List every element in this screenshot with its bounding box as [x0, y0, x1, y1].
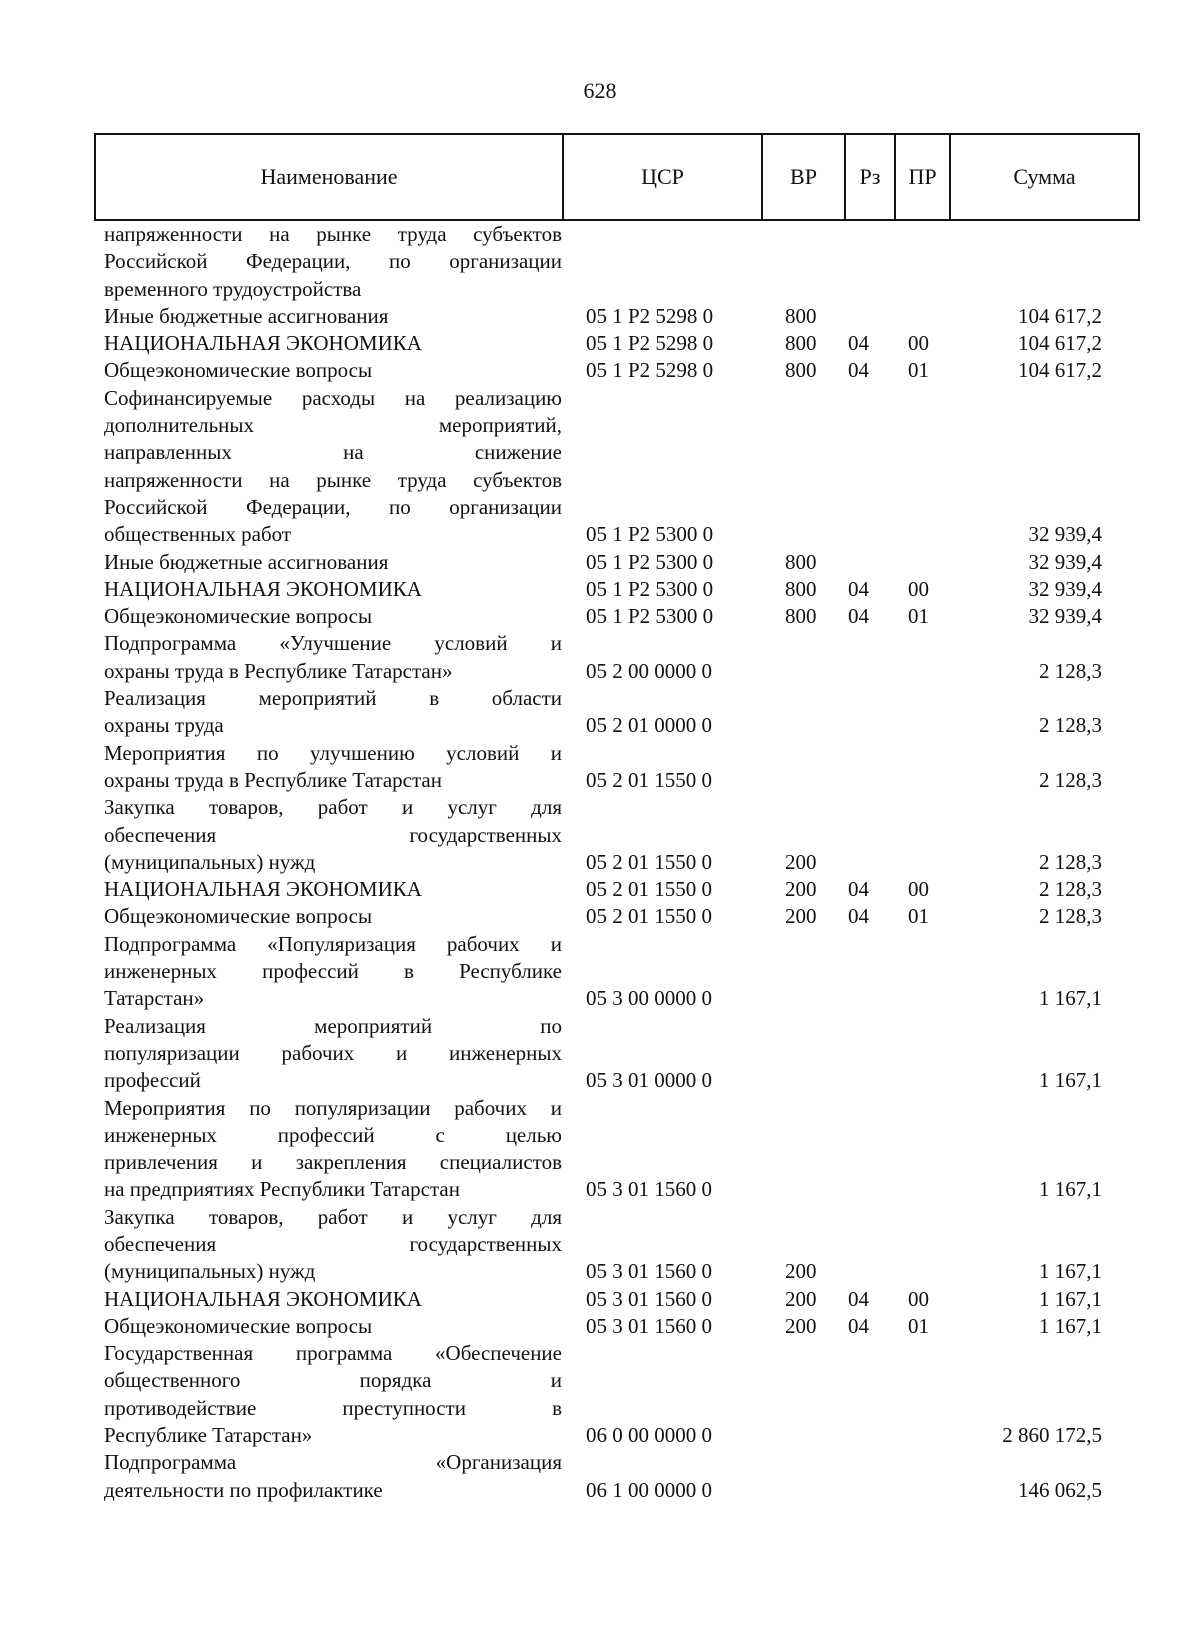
- row-name: [94, 903, 562, 930]
- header-csr: ЦСР: [564, 135, 763, 219]
- row-vr: 800: [785, 358, 817, 383]
- row-vr: 800: [785, 604, 817, 629]
- row-name-line: Мероприятия по популяризации рабочих и: [104, 1095, 562, 1120]
- row-rz: 04: [848, 1286, 869, 1311]
- row-name-line: Республике Татарстан»: [104, 1423, 313, 1448]
- table-row: [94, 1204, 1140, 1286]
- row-csr: 05 3 01 1560 0: [586, 1313, 712, 1338]
- table-row: [94, 1095, 1140, 1204]
- row-csr: 05 1 P2 5300 0: [586, 576, 714, 601]
- row-sum: 104 617,2: [1018, 358, 1102, 383]
- row-name: [94, 603, 562, 630]
- row-name-line: НАЦИОНАЛЬНАЯ ЭКОНОМИКА: [104, 576, 422, 601]
- header-pr: ПР: [896, 135, 951, 219]
- row-csr: 05 1 P2 5298 0: [586, 303, 714, 328]
- table-row: [94, 1313, 1140, 1340]
- header-sum: Сумма: [1013, 164, 1076, 189]
- row-csr: 05 2 01 1550 0: [586, 767, 712, 792]
- table-row: [94, 221, 1140, 303]
- row-name-line: направленных на снижение: [104, 440, 562, 465]
- row-name-line: Иные бюджетные ассигнования: [104, 549, 389, 574]
- row-name: [94, 385, 562, 549]
- row-sum: 2 128,3: [1039, 767, 1102, 792]
- header-vr: ВР: [763, 135, 846, 219]
- row-sum: 1 167,1: [1039, 986, 1102, 1011]
- row-name-line: Общеэкономические вопросы: [104, 604, 373, 629]
- row-sum: 1 167,1: [1039, 1177, 1102, 1202]
- row-name-line: противодействие преступности в: [104, 1395, 562, 1420]
- row-pr: 00: [908, 1286, 929, 1311]
- row-vr: 800: [785, 549, 817, 574]
- row-sum: 1 167,1: [1039, 1286, 1102, 1311]
- row-name: [94, 330, 562, 357]
- row-name-line: Российской Федерации, по организации: [104, 249, 562, 274]
- table-row: [94, 1286, 1140, 1313]
- row-name-line: общественных работ: [104, 522, 292, 547]
- row-sum: 2 128,3: [1039, 877, 1102, 902]
- row-name-line: Мероприятия по улучшению условий и: [104, 740, 562, 765]
- row-rz: 04: [848, 331, 869, 356]
- row-vr: 200: [785, 904, 817, 929]
- row-csr: 05 1 P2 5300 0: [586, 522, 714, 547]
- row-name: [94, 221, 562, 303]
- row-sum: 1 167,1: [1039, 1313, 1102, 1338]
- page-number: 628: [583, 78, 617, 103]
- row-name: [94, 1340, 562, 1449]
- table-row: [94, 603, 1140, 630]
- row-csr: 05 3 01 0000 0: [586, 1068, 712, 1093]
- row-name-line: на предприятиях Республики Татарстан: [104, 1177, 460, 1202]
- row-sum: 32 939,4: [1028, 604, 1102, 629]
- row-sum: 2 860 172,5: [1002, 1423, 1102, 1448]
- row-name-line: напряженности на рынке труда субъектов: [104, 222, 562, 246]
- row-name-line: Российской Федерации, по организации: [104, 494, 562, 519]
- table-header: [94, 133, 1140, 221]
- row-sum: 2 128,3: [1039, 713, 1102, 738]
- row-sum: 32 939,4: [1028, 522, 1102, 547]
- row-sum: 2 128,3: [1039, 904, 1102, 929]
- table-row: [94, 876, 1140, 903]
- row-name: [94, 303, 562, 330]
- row-rz: 04: [848, 877, 869, 902]
- row-sum: 32 939,4: [1028, 549, 1102, 574]
- row-name: [94, 1204, 562, 1286]
- row-name-line: Общеэкономические вопросы: [104, 904, 373, 929]
- row-name-line: инженерных профессий в Республике: [104, 959, 562, 984]
- row-name-line: популяризации рабочих и инженерных: [104, 1040, 562, 1065]
- row-name: [94, 357, 562, 384]
- row-csr: 05 1 P2 5298 0: [586, 358, 714, 383]
- table-row: [94, 576, 1140, 603]
- row-csr: 05 2 00 0000 0: [586, 658, 712, 683]
- row-pr: 01: [908, 1313, 929, 1338]
- table-row: [94, 303, 1140, 330]
- row-rz: 04: [848, 576, 869, 601]
- table-row: [94, 903, 1140, 930]
- row-name-line: Общеэкономические вопросы: [104, 1313, 373, 1338]
- row-name: [94, 1449, 562, 1504]
- row-csr: 05 2 01 0000 0: [586, 713, 712, 738]
- row-name-line: профессий: [104, 1068, 201, 1093]
- row-csr: 05 2 01 1550 0: [586, 904, 712, 929]
- row-rz: 04: [848, 904, 869, 929]
- row-name: [94, 1286, 562, 1313]
- row-name-line: обеспечения государственных: [104, 1231, 562, 1256]
- row-sum: 2 128,3: [1039, 849, 1102, 874]
- row-name-line: Реализация мероприятий в области: [104, 686, 562, 711]
- row-name-line: Реализация мероприятий по: [104, 1013, 562, 1038]
- table-row: [94, 357, 1140, 384]
- row-name: [94, 794, 562, 876]
- table-row: [94, 1340, 1140, 1449]
- row-sum: 1 167,1: [1039, 1068, 1102, 1093]
- row-name-line: Иные бюджетные ассигнования: [104, 303, 389, 328]
- row-name-line: охраны труда: [104, 713, 224, 738]
- row-rz: 04: [848, 358, 869, 383]
- row-name: [94, 876, 562, 903]
- row-sum: 32 939,4: [1028, 576, 1102, 601]
- table-row: [94, 630, 1140, 685]
- row-vr: 200: [785, 877, 817, 902]
- row-vr: 200: [785, 849, 817, 874]
- row-name-line: Подпрограмма «Популяризация рабочих и: [104, 931, 562, 956]
- row-name-line: временного трудоустройства: [104, 276, 362, 301]
- row-csr: 05 3 01 1560 0: [586, 1177, 712, 1202]
- table-body: [94, 221, 1140, 1504]
- table-row: [94, 685, 1140, 740]
- header-rz: Рз: [846, 135, 896, 219]
- row-name-line: Государственная программа «Обеспечение: [104, 1341, 562, 1366]
- table-row: [94, 330, 1140, 357]
- row-name-line: привлечения и закрепления специалистов: [104, 1150, 562, 1175]
- row-sum: 104 617,2: [1018, 303, 1102, 328]
- table-row: [94, 1013, 1140, 1095]
- row-name-line: напряженности на рынке труда субъектов: [104, 467, 562, 492]
- row-csr: 05 1 P2 5298 0: [586, 331, 714, 356]
- row-pr: 01: [908, 604, 929, 629]
- row-name-line: Закупка товаров, работ и услуг для: [104, 1204, 562, 1229]
- row-name: [94, 931, 562, 1013]
- row-csr: 06 1 00 0000 0: [586, 1477, 712, 1502]
- row-name-line: НАЦИОНАЛЬНАЯ ЭКОНОМИКА: [104, 331, 422, 356]
- header-name: Наименование: [96, 135, 564, 219]
- row-pr: 01: [908, 358, 929, 383]
- row-name-line: инженерных профессий с целью: [104, 1122, 562, 1147]
- table-row: [94, 385, 1140, 549]
- row-vr: 200: [785, 1313, 817, 1338]
- row-name: [94, 740, 562, 795]
- row-name-line: обеспечения государственных: [104, 822, 562, 847]
- row-csr: 05 3 01 1560 0: [586, 1286, 712, 1311]
- row-rz: 04: [848, 1313, 869, 1338]
- row-name-line: Подпрограмма «Организация: [104, 1450, 562, 1475]
- table-row: [94, 549, 1140, 576]
- row-vr: 200: [785, 1286, 817, 1311]
- table-row: [94, 931, 1140, 1013]
- table-row: [94, 740, 1140, 795]
- row-pr: 00: [908, 877, 929, 902]
- row-name-line: Подпрограмма «Улучшение условий и: [104, 631, 562, 656]
- row-name-line: (муниципальных) нужд: [104, 1259, 316, 1284]
- row-pr: 00: [908, 576, 929, 601]
- row-name-line: Татарстан»: [104, 986, 205, 1011]
- row-name-line: Закупка товаров, работ и услуг для: [104, 795, 562, 820]
- row-sum: 104 617,2: [1018, 331, 1102, 356]
- row-sum: 2 128,3: [1039, 658, 1102, 683]
- row-csr: 05 1 P2 5300 0: [586, 549, 714, 574]
- row-vr: 200: [785, 1259, 817, 1284]
- row-csr: 05 2 01 1550 0: [586, 849, 712, 874]
- row-name-line: охраны труда в Республике Татарстан: [104, 767, 442, 792]
- row-name: [94, 1013, 562, 1095]
- row-vr: 800: [785, 303, 817, 328]
- row-sum: 146 062,5: [1018, 1477, 1102, 1502]
- row-name-line: деятельности по профилактике: [104, 1477, 383, 1502]
- table-row: [94, 794, 1140, 876]
- row-vr: 800: [785, 576, 817, 601]
- row-name: [94, 630, 562, 685]
- row-name: [94, 1313, 562, 1340]
- row-csr: 05 3 01 1560 0: [586, 1259, 712, 1284]
- row-sum: 1 167,1: [1039, 1259, 1102, 1284]
- row-csr: 05 2 01 1550 0: [586, 877, 712, 902]
- row-name: [94, 549, 562, 576]
- row-csr: 05 3 00 0000 0: [586, 986, 712, 1011]
- row-name-line: Общеэкономические вопросы: [104, 358, 373, 383]
- row-name: [94, 1095, 562, 1204]
- row-name: [94, 576, 562, 603]
- row-vr: 800: [785, 331, 817, 356]
- row-pr: 01: [908, 904, 929, 929]
- row-name-line: охраны труда в Республике Татарстан»: [104, 658, 453, 683]
- row-name-line: НАЦИОНАЛЬНАЯ ЭКОНОМИКА: [104, 877, 422, 902]
- row-name-line: дополнительных мероприятий,: [104, 413, 562, 438]
- row-name-line: общественного порядка и: [104, 1368, 562, 1393]
- row-csr: 05 1 P2 5300 0: [586, 604, 714, 629]
- row-name-line: Софинансируемые расходы на реализацию: [104, 385, 562, 410]
- row-csr: 06 0 00 0000 0: [586, 1423, 712, 1448]
- row-name-line: НАЦИОНАЛЬНАЯ ЭКОНОМИКА: [104, 1286, 422, 1311]
- row-name: [94, 685, 562, 740]
- row-name-line: (муниципальных) нужд: [104, 849, 316, 874]
- table-row: [94, 1449, 1140, 1504]
- row-pr: 00: [908, 331, 929, 356]
- row-rz: 04: [848, 604, 869, 629]
